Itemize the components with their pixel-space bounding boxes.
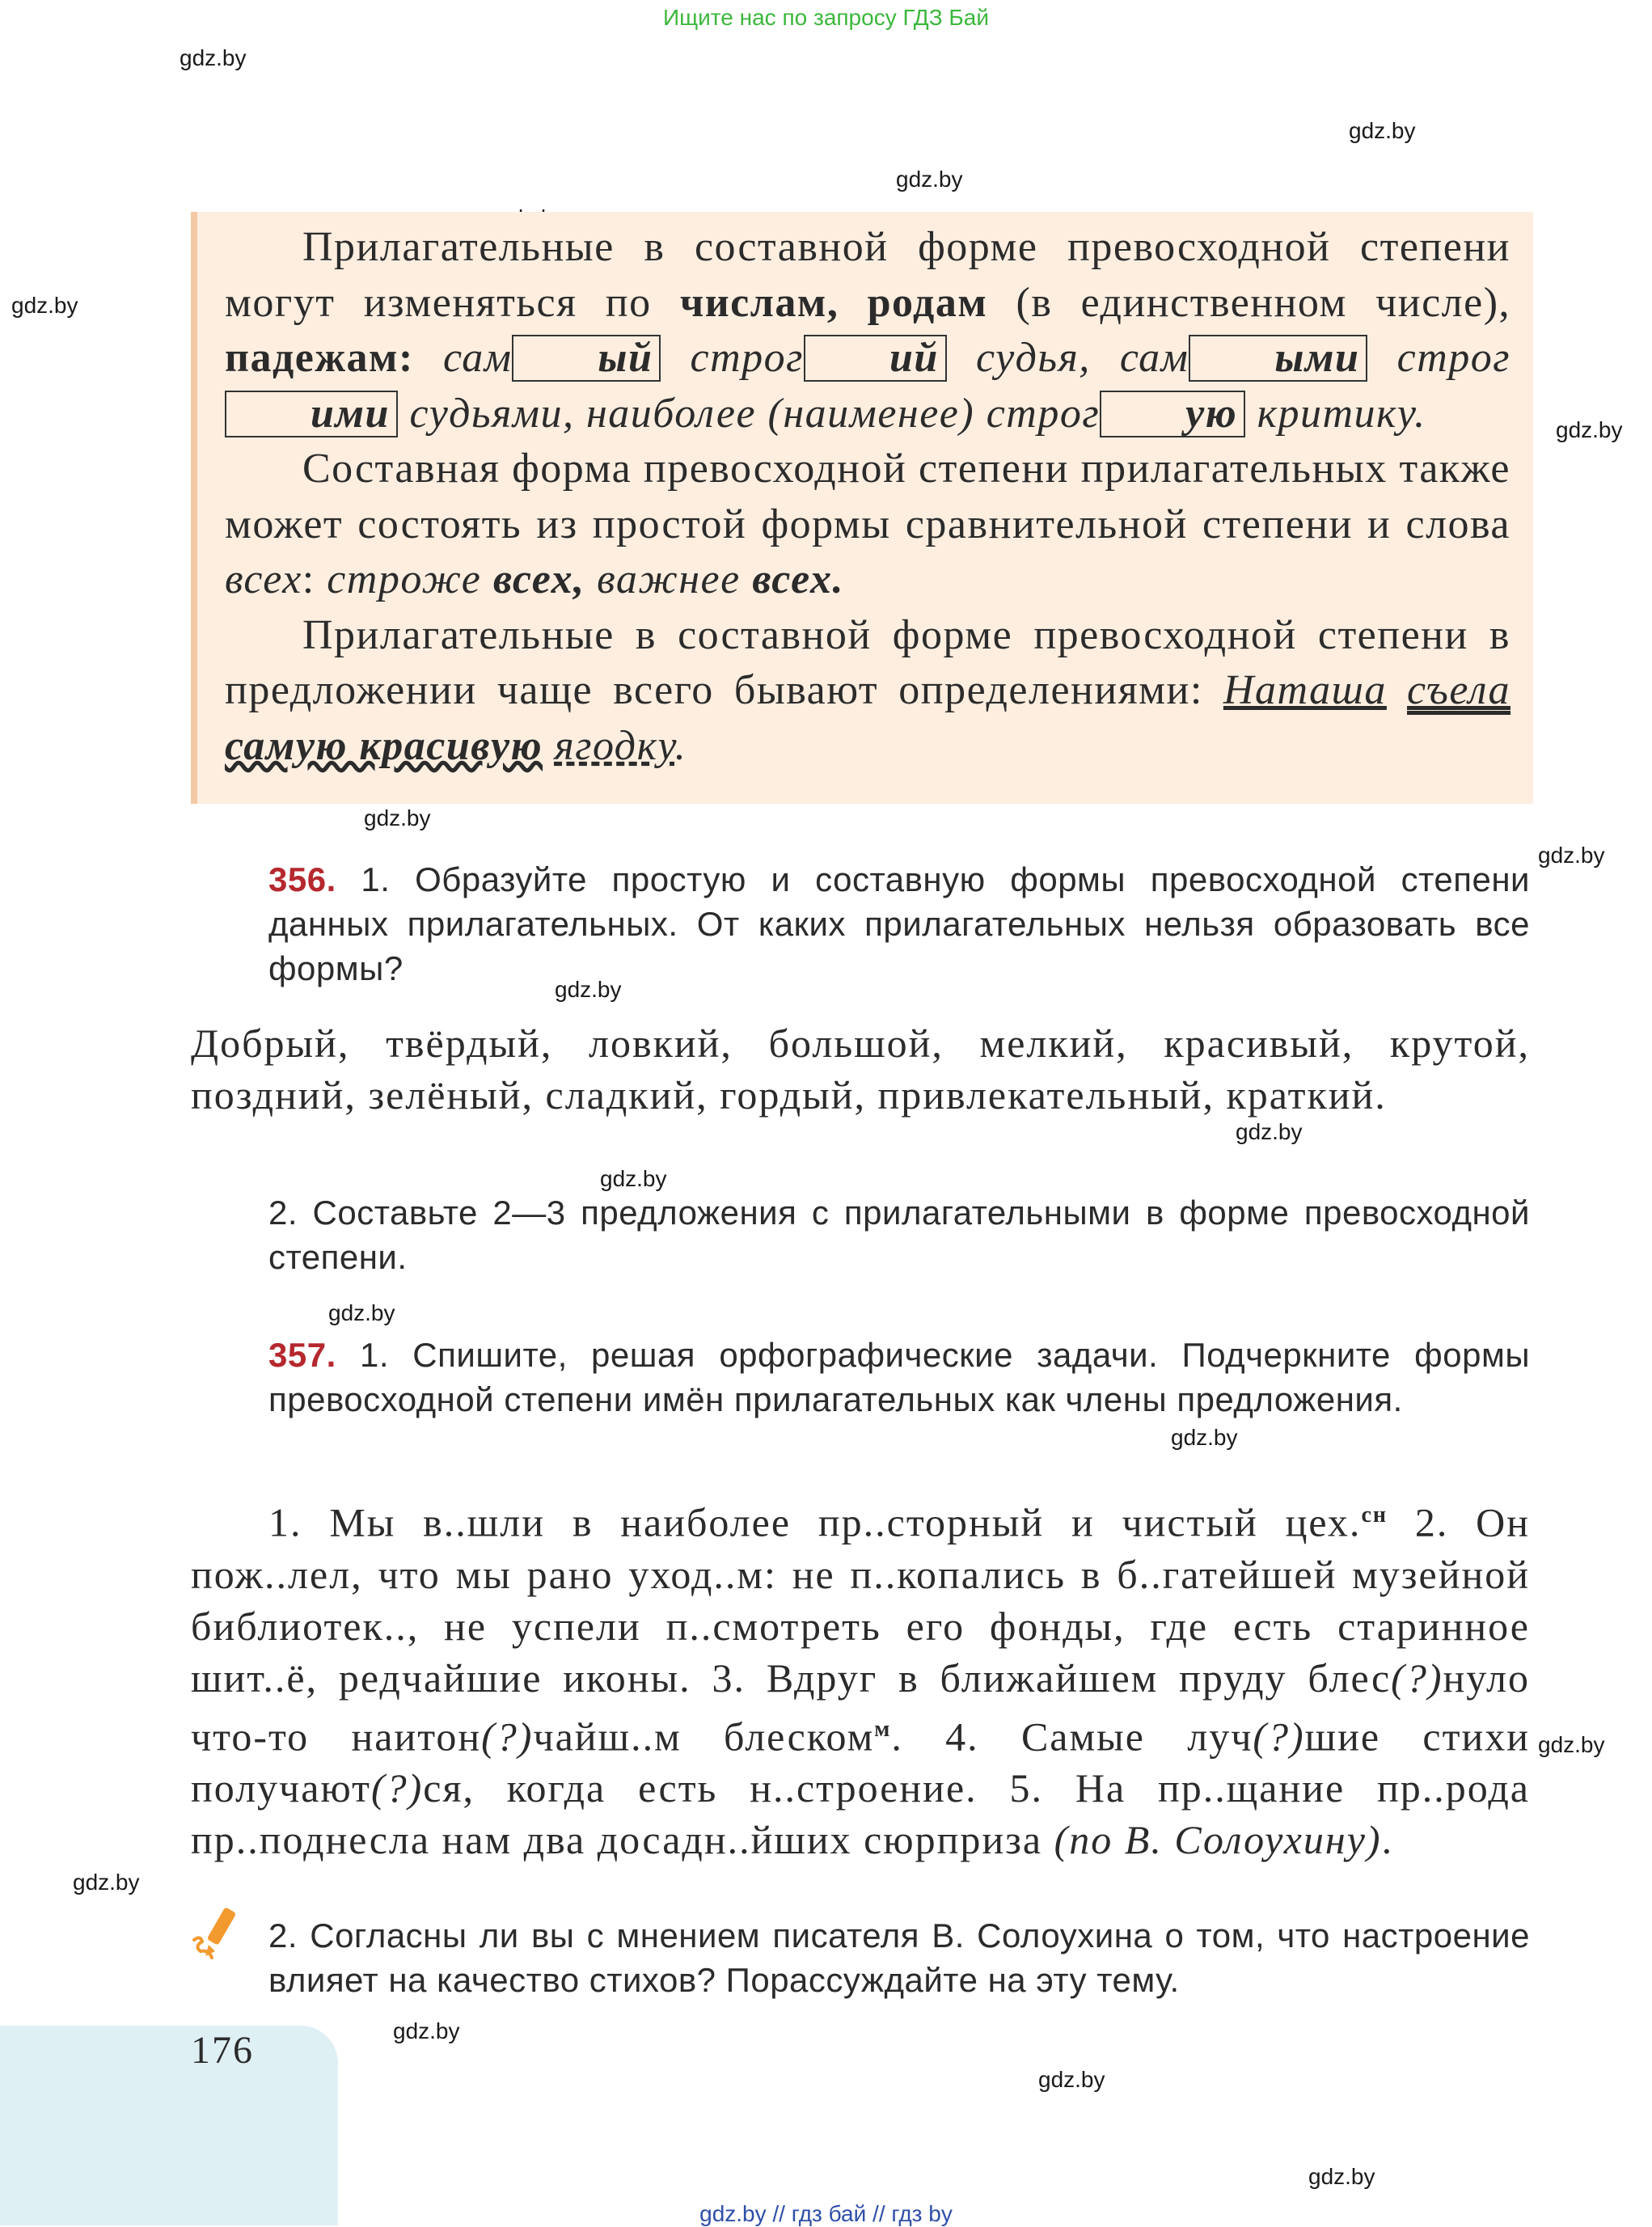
watermark: gdz.by [600,1166,667,1191]
watermark: gdz.by [1556,417,1623,442]
watermark: gdz.by [180,45,247,70]
example-stem: строг [690,335,804,381]
example-word: важнее [597,556,741,602]
rule-text-fragment: (в единственном числе), [987,279,1511,326]
watermark: gdz.by [1038,2067,1105,2092]
sentence-text: нуло что-то наитон [191,1654,1530,1760]
ending-box: ий [804,335,947,382]
punctuation: . [1381,1817,1394,1863]
watermark: gdz.by [1171,1425,1238,1450]
watermark: gdz.by [364,805,431,830]
rule-paragraph-1 [225,220,1510,442]
ending-box: ыми [1189,335,1367,382]
task-text: 1. Образуйте простую и составную формы превосходной степени данных прилагательных. От каких прилагательных нельзя образовать все формы? [268,860,1530,987]
watermark: gdz.by [896,167,963,192]
watermark: gdz.by [11,293,78,318]
question-mark-gap: (?) [481,1714,534,1760]
exercise-number: 356. [268,860,336,898]
superscript-mark: сн [1361,1502,1388,1528]
exercise-number: 357. [268,1336,336,1374]
example-word: строже [327,556,482,602]
watermark: gdz.by [1538,843,1605,868]
exercise-356-task-2 [268,1190,1530,1279]
rule-bold-term: числам, родам [679,279,988,326]
pencil-icon [191,1904,249,1966]
sentence-text: чайш..м блеском [533,1714,875,1760]
rule-text-fragment: : [302,556,327,602]
task-text: 2. Согласны ли вы с мнением писателя В. Солоухина о том, что настроение влияет на качество стихов? Порассуждайте на эту тему. [268,1916,1530,1999]
example-stem: строг [1396,335,1511,381]
spacer [191,1377,1530,1378]
source-attribution: (по В. Солоухину) [1054,1817,1382,1863]
bottom-banner: gdz.by // гдз бай // гдз by [699,2201,953,2226]
exercise-357-task-2 [268,1913,1530,2002]
ending-box: ими [225,391,398,437]
subject-word: Наташа [1223,667,1387,713]
task-text: 1. Спишите, решая орфографические задачи. Подчеркните формы превосходной степени имён прилагательных как члены предложения. [268,1336,1530,1418]
superscript-mark: м [874,1716,892,1742]
rule-bold-term: падежам: [225,335,414,381]
task-text: 2. Составьте 2—3 предложения с прилагательными в форме превосходной степени. [268,1194,1530,1276]
top-banner: Ищите нас по запросу ГДЗ Бай [662,5,990,30]
adjective-list: Добрый, твёрдый, ловкий, большой, мелкий, красивый, крутой, поздний, зелёный, сладкий, гордый, привлекательный, краткий. [191,1021,1530,1118]
predicate-word: съела [1407,667,1511,713]
watermark: gdz.by [393,2018,460,2043]
question-mark-gap: (?) [1391,1654,1443,1701]
watermark: gdz.by [73,1870,140,1895]
example-stem: судьями, наиболее (наименее) строг [409,390,1101,437]
watermark: gdz.by [1236,1119,1303,1144]
example-word: всех, [492,556,585,602]
sentence-text: 2. Он пож..лел, что мы рано уход..м: не п..копались в б..гатейшей музейной библиотек.., не успели п..смотреть его фонды, где есть старинное шит..ё, редчайшие иконы. 3. Вдруг в ближайшем пруду блес [191,1499,1530,1701]
sentence-text: 1. Мы в..шли в наиболее пр..сторный и чистый цех. [268,1499,1362,1545]
example-stem: сам [442,335,513,381]
exercise-356-words [191,1017,1530,1121]
attribute-phrase: самую красивую [225,722,543,769]
sentence-text: ся, когда есть н..строение. 5. На пр..щание пр..рода пр..поднесла нам два досадн..йших сюрприза [191,1765,1530,1863]
watermark: gdz.by [1349,118,1416,143]
sentence-text: . 4. Самые луч [891,1714,1253,1760]
watermark: gdz.by [1538,1732,1605,1757]
question-mark-gap: (?) [1253,1714,1305,1760]
sentence-text: шие стихи получают [191,1714,1530,1811]
example-stem: судья, сам [975,335,1189,381]
rule-paragraph-2 [225,442,1510,608]
ending-box: ый [512,335,661,382]
question-mark-gap: (?) [370,1765,424,1811]
exercise-356-task-1 [268,857,1530,991]
rule-text [225,220,1510,774]
page-corner-block [0,2026,338,2225]
example-word: всех [225,556,302,602]
watermark: gdz.by [328,1300,395,1325]
rule-paragraph-3 [225,608,1510,775]
example-word: всех. [752,556,845,602]
rule-text-fragment: Прилагательные в составной форме превосходной степени могут изменяться по [225,224,1510,326]
ending-box: ую [1100,391,1245,437]
exercise-357-text [191,1490,1530,1866]
object-word: ягодку [554,722,675,769]
example-stem: критику. [1257,390,1426,437]
rule-text-fragment: Прилагательные в составной форме превосходной степени в предложении чаще всего бывают определениями: [225,611,1510,713]
page-number: 176 [191,2029,254,2072]
watermark: gdz.by [555,977,622,1002]
rule-text-fragment: Составная форма превосходной степени прилагательных также может состоять из простой формы сравнительной степени и слова [225,446,1510,547]
watermark: gdz.by [1308,2164,1375,2189]
punctuation: . [674,722,687,769]
